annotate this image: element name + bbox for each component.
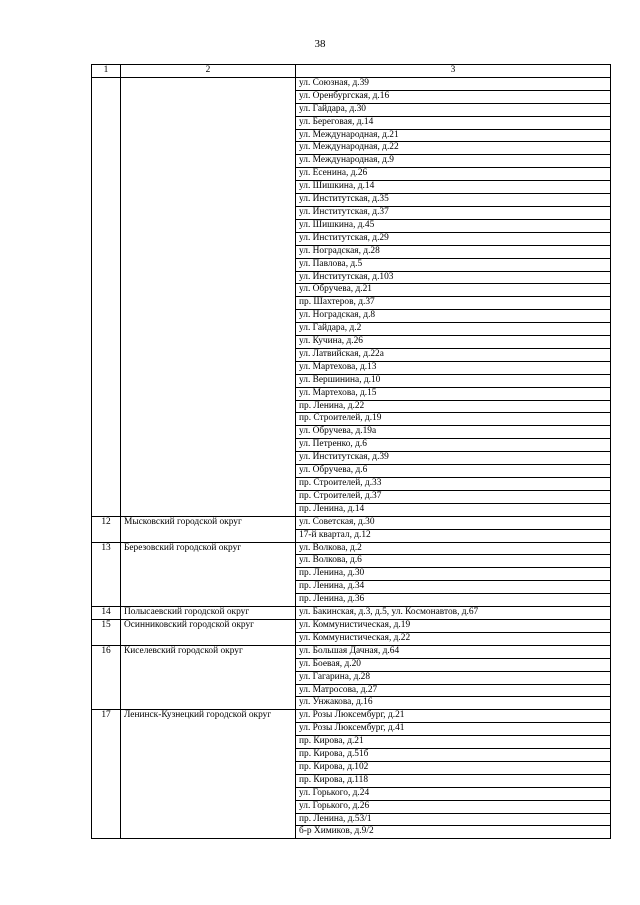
address-cell: ул. Шишкина, д.14: [296, 181, 611, 194]
address-cell: пр. Строителей, д.33: [296, 478, 611, 491]
address-cell: ул. Институтская, д.29: [296, 232, 611, 245]
municipality-name: Ленинск-Кузнецкий городской округ: [121, 710, 296, 839]
address-cell: ул. Международная, д.22: [296, 142, 611, 155]
row-number: [92, 77, 121, 516]
municipality-name: Березовский городской округ: [121, 542, 296, 607]
address-cell: ул. Коммунистическая, д.22: [296, 632, 611, 645]
table-row: [92, 607, 611, 620]
table-row: [92, 619, 611, 632]
address-cell: ул. Большая Дачная, д.64: [296, 645, 611, 658]
header-cell-2: 2: [121, 65, 296, 78]
address-cell: пр. Ленина, д.14: [296, 503, 611, 516]
municipality-name: Полысаевский городской округ: [121, 607, 296, 620]
row-number: 14: [92, 607, 121, 620]
row-number: 13: [92, 542, 121, 607]
address-cell: ул. Ноградская, д.8: [296, 310, 611, 323]
address-cell: ул. Институтская, д.37: [296, 206, 611, 219]
address-cell: ул. Институтская, д.103: [296, 271, 611, 284]
address-cell: ул. Матросова, д.27: [296, 684, 611, 697]
address-cell: ул. Вершинина, д.10: [296, 374, 611, 387]
table-row: [92, 516, 611, 529]
address-cell: ул. Гагарина, д.28: [296, 671, 611, 684]
address-table: [91, 64, 611, 839]
address-cell: пр. Кирова, д.102: [296, 761, 611, 774]
address-cell: пр. Ленина, д.53/1: [296, 813, 611, 826]
address-cell: пр. Ленина, д.34: [296, 581, 611, 594]
address-cell: ул. Волкова, д.2: [296, 542, 611, 555]
address-cell: ул. Обручева, д.19а: [296, 426, 611, 439]
address-cell: пр. Строителей, д.37: [296, 490, 611, 503]
table-row: [92, 542, 611, 555]
row-number: 15: [92, 619, 121, 645]
header-row: [92, 65, 611, 78]
address-cell: ул. Международная, д.9: [296, 155, 611, 168]
address-cell: б-р Химиков, д.9/2: [296, 826, 611, 839]
address-cell: ул. Боевая, д.20: [296, 658, 611, 671]
table-row: [92, 710, 611, 723]
address-cell: ул. Ноградская, д.28: [296, 245, 611, 258]
municipality-name: Мысковский городской округ: [121, 516, 296, 542]
header-cell-3: 3: [296, 65, 611, 78]
address-cell: ул. Розы Люксембург, д.41: [296, 723, 611, 736]
address-cell: ул. Обручева, д.6: [296, 465, 611, 478]
table-row: [92, 77, 611, 90]
address-cell: ул. Обручева, д.21: [296, 284, 611, 297]
page-number: 38: [314, 38, 326, 50]
address-cell: ул. Павлова, д.5: [296, 258, 611, 271]
address-cell: ул. Петренко, д.6: [296, 439, 611, 452]
address-cell: ул. Оренбургская, д.16: [296, 90, 611, 103]
address-cell: ул. Мартехова, д.13: [296, 361, 611, 374]
address-cell: ул. Институтская, д.35: [296, 194, 611, 207]
address-cell: ул. Кучина, д.26: [296, 336, 611, 349]
row-number: 17: [92, 710, 121, 839]
address-cell: ул. Горького, д.26: [296, 800, 611, 813]
address-cell: пр. Кирова, д.51б: [296, 749, 611, 762]
address-cell: пр. Кирова, д.21: [296, 736, 611, 749]
address-cell: пр. Ленина, д.30: [296, 568, 611, 581]
address-cell: 17-й квартал, д.12: [296, 529, 611, 542]
address-cell: ул. Латвийская, д.22а: [296, 348, 611, 361]
table-body: [92, 77, 611, 838]
table-row: [92, 645, 611, 658]
address-cell: ул. Бакинская, д.3, д.5, ул. Космонавтов, д.67: [296, 607, 611, 620]
address-cell: пр. Ленина, д.36: [296, 594, 611, 607]
address-cell: ул. Гайдара, д.30: [296, 103, 611, 116]
address-cell: пр. Ленина, д.22: [296, 400, 611, 413]
address-cell: пр. Шахтеров, д.37: [296, 297, 611, 310]
row-number: 16: [92, 645, 121, 710]
address-cell: ул. Институтская, д.39: [296, 452, 611, 465]
address-cell: ул. Горького, д.24: [296, 787, 611, 800]
address-cell: пр. Кирова, д.118: [296, 774, 611, 787]
address-cell: пр. Строителей, д.19: [296, 413, 611, 426]
address-cell: ул. Шишкина, д.45: [296, 219, 611, 232]
address-cell: ул. Международная, д.21: [296, 129, 611, 142]
row-number: 12: [92, 516, 121, 542]
address-cell: ул. Волкова, д.6: [296, 555, 611, 568]
address-cell: ул. Унжакова, д.16: [296, 697, 611, 710]
address-cell: ул. Коммунистическая, д.19: [296, 619, 611, 632]
header-cell-1: 1: [92, 65, 121, 78]
address-cell: ул. Союзная, д.39: [296, 77, 611, 90]
address-cell: ул. Гайдара, д.2: [296, 323, 611, 336]
address-cell: ул. Береговая, д.14: [296, 116, 611, 129]
municipality-name: [121, 77, 296, 516]
municipality-name: Киселевский городской округ: [121, 645, 296, 710]
address-cell: ул. Мартехова, д.15: [296, 387, 611, 400]
address-cell: ул. Розы Люксембург, д.21: [296, 710, 611, 723]
municipality-name: Осинниковский городской округ: [121, 619, 296, 645]
address-cell: ул. Советская, д.30: [296, 516, 611, 529]
address-cell: ул. Есенина, д.26: [296, 168, 611, 181]
